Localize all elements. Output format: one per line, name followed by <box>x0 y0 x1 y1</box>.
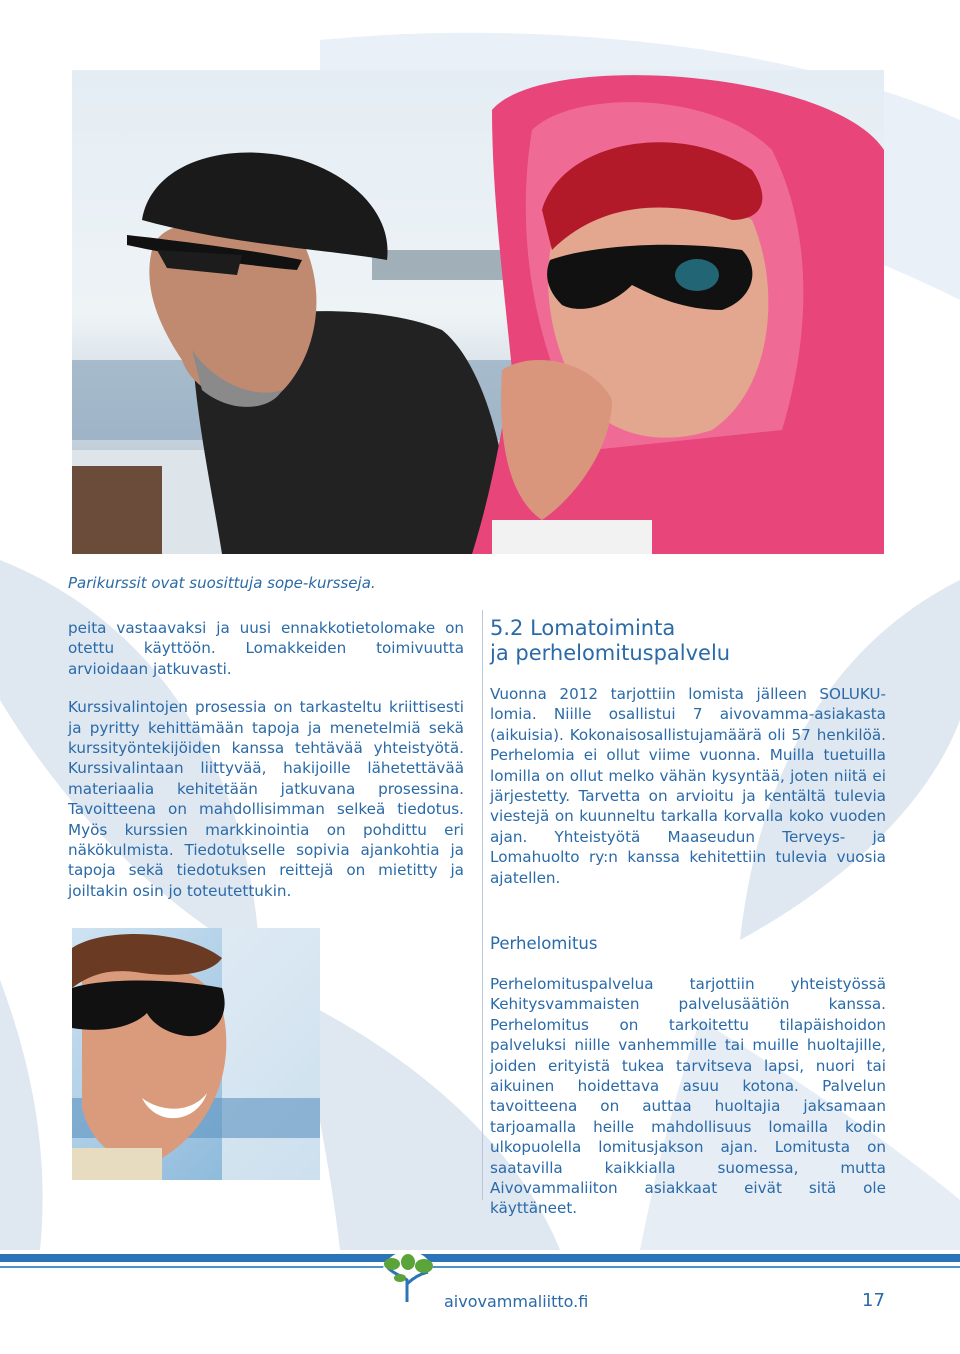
paragraph: Vuonna 2012 tarjottiin lomista jälleen SOLUKU-lomia. Niille osallistui 7 aivovamma-asiakasta (aikuisia). Kokonaisosallistujamäärä oli 57 henkilöä. Perhelomia ei ollut viime vuonna. Muilla tuetuilla lomilla on ollut melko vähän kysyntää, joten niitä ei järjestetty. Tarvetta on arvioitu ja kentältä tulevia viestejä on kuunneltu tarkalla korvalla koko vuoden ajan. Yhteistyötä Maaseudun Terveys- ja Lomahuolto ry:n kanssa kehitettiin tulevia vuosia ajatellen. <box>490 685 886 887</box>
left-column <box>68 618 464 919</box>
section-heading-line: 5.2 Lomatoiminta <box>490 616 676 640</box>
section-heading <box>490 616 730 666</box>
footer-bar-thin <box>0 1266 960 1268</box>
photo-caption: Parikurssit ovat suosittuja sope-kursseja. <box>68 574 376 592</box>
page-number: 17 <box>862 1290 885 1311</box>
website-link[interactable]: aivovammaliitto.fi <box>444 1292 589 1311</box>
photo-couple-on-boat <box>72 70 884 554</box>
paragraph: Perhelomituspalvelua tarjottiin yhteistyössä Kehitysvammaisten palvelusäätiön kanssa. Perhelomitus on tarkoitettu tilapäishoidon palveluksi niille vanhemmille tai muille huoltajille, joiden erityistä tukea tarvitseva lapsi, nuori tai aikuinen hoidettava asuu kotona. Palvelun tavoitteena on auttaa huoltajia jaksamaan tarjoamalla heille mahdollisuus lomailla kodin ulkopuolella lomitusjakson ajan. Lomitusta on saatavilla kaikkialla suomessa, mutta Aivovammaliiton asiakkaat eivät sitä ole käyttäneet. <box>490 975 886 1218</box>
section-heading-line: ja perhelomituspalvelu <box>490 641 731 665</box>
column-divider <box>482 610 483 1200</box>
paragraph: peita vastaavaksi ja uusi ennakkotietolomake on otettu käyttöön. Lomakkeiden toimivuutta arvioidaan jatkuvasti. <box>68 619 464 678</box>
footer-bar <box>0 1254 960 1262</box>
paragraph: Kurssivalintojen prosessia on tarkasteltu kriittisesti ja pyritty kehittämään tapoja ja menetelmiä sekä kurssityöntekijöiden kanssa tehtävää yhteistyötä. Kurssivalintaan liittyvää, hakijoille lähetettävää materiaalia kehitetään jatkuvana prosessina. Tavoitteena on mahdollisimman selkeä tiedotus. Myös kurssien markkinointia on pohdittu eri näkökulmista. Tiedotukselle sopivia ajankohtia ja tapoja sekä tiedotuksen reittejä on mietitty ja joiltakin osin jo toteutettukin. <box>68 698 464 900</box>
right-column-section <box>490 684 886 906</box>
photo-smiling-woman <box>72 928 320 1180</box>
subheading: Perhelomitus <box>490 934 598 953</box>
tree-logo-icon <box>380 1250 436 1310</box>
right-column-subsection <box>490 974 886 1237</box>
